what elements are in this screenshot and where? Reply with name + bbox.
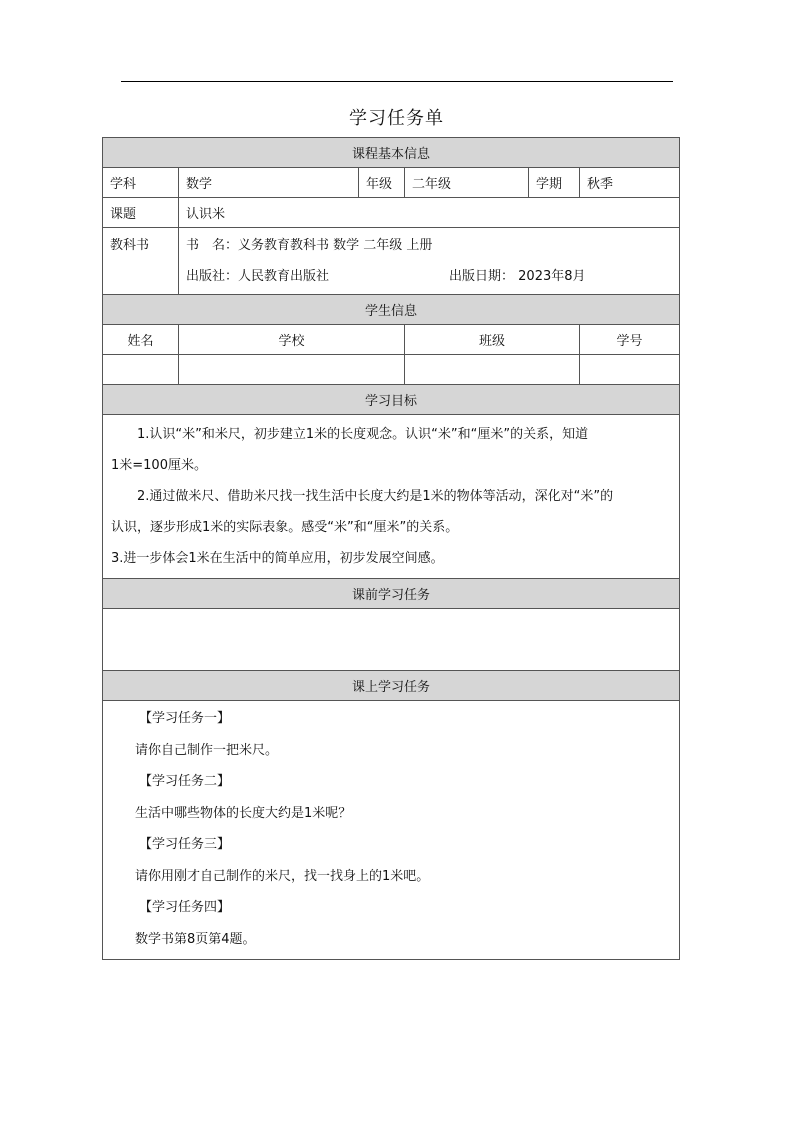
term-label: 学期 <box>529 168 580 198</box>
section-class-tasks: 课上学习任务 <box>103 671 680 701</box>
task-heading: 【学习任务四】 <box>139 900 231 915</box>
page-title: 学习任务单 <box>349 108 444 129</box>
school-header: 学校 <box>179 325 405 355</box>
name-header: 姓名 <box>103 325 179 355</box>
goal-line: 1.认识“米”和米尺，初步建立1米的长度观念。认识“米”和“厘米”的关系，知道 <box>137 427 589 442</box>
class-header: 班级 <box>405 325 580 355</box>
header-rule <box>121 81 673 82</box>
grade-value: 二年级 <box>405 168 529 198</box>
publisher: 出版社：人民教育出版社 <box>186 269 330 284</box>
task-heading: 【学习任务二】 <box>139 774 231 789</box>
goal-line: 认识，逐步形成1米的实际表象。感受“米”和“厘米”的关系。 <box>111 520 459 535</box>
subject-value: 数学 <box>179 168 359 198</box>
student-id-header: 学号 <box>580 325 680 355</box>
name-cell[interactable] <box>103 355 179 385</box>
task-text: 生活中哪些物体的长度大约是1米呢？ <box>135 805 352 821</box>
grade-label: 年级 <box>359 168 405 198</box>
section-student-info: 学生信息 <box>103 295 680 325</box>
task-text: 请你用刚才自己制作的米尺，找一找身上的1米吧。 <box>135 868 430 884</box>
task-heading: 【学习任务一】 <box>139 711 231 726</box>
task-text: 请你自己制作一把米尺。 <box>135 742 279 758</box>
topic-label: 课题 <box>103 198 179 228</box>
book-name-line: 书 名：义务教育教科书 数学 二年级 上册 <box>186 238 433 253</box>
subject-label: 学科 <box>103 168 179 198</box>
goal-line: 3.进一步体会1米在生活中的简单应用，初步发展空间感。 <box>111 551 444 566</box>
school-cell[interactable] <box>179 355 405 385</box>
goals-content <box>103 415 680 579</box>
section-course-info: 课程基本信息 <box>103 138 680 168</box>
student-id-cell[interactable] <box>580 355 680 385</box>
publish-date: 出版日期： 2023年8月 <box>449 269 586 284</box>
goal-line: 2.通过做米尺、借助米尺找一找生活中长度大约是1米的物体等活动，深化对“米”的 <box>137 489 614 504</box>
goal-line: 1米=100厘米。 <box>111 458 207 473</box>
section-goals: 学习目标 <box>103 385 680 415</box>
task-text: 数学书第8页第4题。 <box>135 931 256 947</box>
textbook-label: 教科书 <box>103 228 179 295</box>
section-pre-class-tasks: 课前学习任务 <box>103 579 680 609</box>
term-value: 秋季 <box>580 168 680 198</box>
task-heading: 【学习任务三】 <box>139 837 231 852</box>
pre-class-tasks-content[interactable] <box>103 609 680 671</box>
class-tasks-content <box>103 701 680 960</box>
textbook-info <box>179 228 680 295</box>
class-cell[interactable] <box>405 355 580 385</box>
publisher-line <box>186 261 672 292</box>
topic-value: 认识米 <box>179 198 680 228</box>
task-sheet-table <box>102 137 680 960</box>
